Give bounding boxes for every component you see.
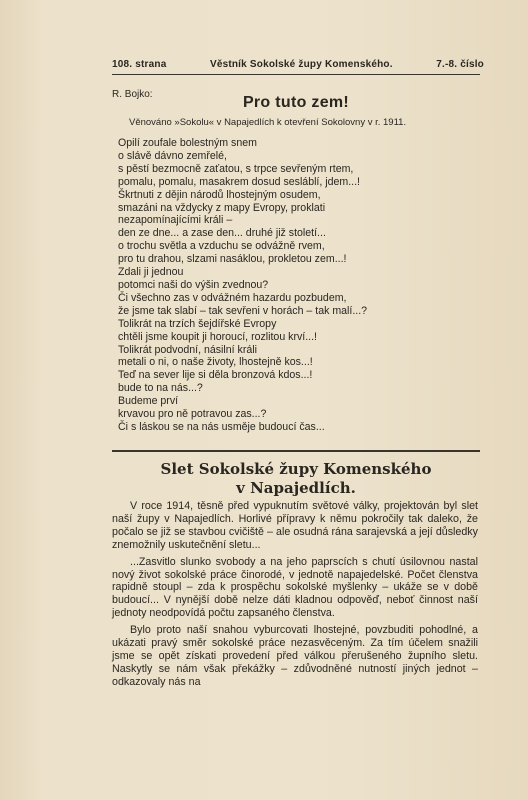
article-subtitle: v Napajedlích. (236, 479, 356, 497)
poem-line: bude to na nás...? (118, 382, 203, 395)
poem-line: o slávě dávno zemřelé, (118, 149, 227, 162)
poem-line: Škrtnuti z dějin národů lhostejným osudem, (118, 188, 321, 201)
poem-line: Teď na sever lije si děla bronzová kdos...! (118, 369, 313, 382)
poem-line: Zdali ji jednou (118, 266, 184, 279)
poem-line: metali o ni, o naše životy, lhostejně kos...! (118, 356, 313, 369)
poem-line: Tolikrát na trzích šejdířské Evropy (118, 317, 277, 330)
page-number: 108. strana (112, 59, 167, 70)
poem-line: potomci naši do výšin zvednou? (118, 278, 269, 291)
article-paragraph: Bylo proto naší snahou vyburcovati lhostejné, povzbuditi pohodlné, a ukázati pravý směr sokolské práce nezasvěceným. Za tím účelem snažili jsme se opět získati provedení před válkou přerušeného župního sletu. Naskytly se nám však překážky – zdůvodněné nutností jiných jednot – odkazovaly nás na (112, 624, 478, 688)
poem-line: chtěli jsme koupit ji horoucí, rozlitou krví...! (118, 330, 318, 343)
issue-number: 7.-8. číslo (436, 59, 484, 70)
poem-line: pomalu, pomalu, masakrem dosud sesláblí, jdem...! (118, 175, 361, 188)
poem-line: o trochu světla a vzduchu se odvážně rvem, (118, 240, 325, 253)
article-paragraph: ...Zasvitlo slunko svobody a na jeho paprscích s chutí úsilovnou nastal nový život sokolské práce činorodé, v jednotě napajedelské. Počet členstva rapidně stoupl – zda k prospěchu sokolské myšlenky – ukáže se v době budoucí... V nynější době nelze dáti kladnou odpověď, neboť činnost naší jednoty neodpovídá počtu zapsaného členstva. (112, 555, 478, 620)
poem-body (118, 137, 488, 434)
article-paragraph: V roce 1914, těsně před vypuknutím světové války, projektován byl slet naší župy v Napajedlích. Horlivé přípravy k němu pokročily tak daleko, že počalo se již se stavbou cvičiště – ale osudná rána sarajevská a její důsledky znemožnily uskutečnění sletu... (112, 500, 478, 551)
running-header (112, 59, 484, 70)
poem-line: den ze dne... a zase den... druhé již století... (118, 227, 326, 240)
poem-line: pro tu drahou, slzami nasáklou, prokletou zem...! (118, 253, 347, 266)
poem-line: Budeme prví (118, 395, 179, 408)
poem-line: smazáni na vždycky z mapy Evropy, proklati (118, 201, 326, 214)
header-rule (112, 74, 480, 75)
poem-line: Či s láskou se na nás usměje budoucí čas... (118, 420, 325, 433)
article-body (112, 500, 478, 693)
poem-title: Pro tuto zem! (242, 94, 350, 111)
poem-line: Opilí zoufale bolestným snem (118, 137, 257, 149)
poem-line: že jsme tak slabí – tak sevřeni v horách – tak malí...? (118, 304, 368, 317)
poem-line: s pěstí bezmocně zaťatou, s trpce sevřeným rtem, (118, 162, 354, 175)
poem-author: R. Bojko: (112, 89, 153, 100)
section-divider (112, 450, 480, 452)
poem-line: nezapomínajícími králi – (118, 214, 233, 227)
poem-line: Tolikrát podvodní, násilní králi (118, 343, 257, 356)
publication-title: Věstník Sokolské župy Komenského. (209, 59, 393, 70)
poem-dedication: Věnováno »Sokolu« v Napajedlích k otevření Sokolovny v r. 1911. (129, 117, 407, 128)
article-title: Slet Sokolské župy Komenského (160, 460, 432, 478)
poem-line: Či všechno zas v odvážném hazardu pozbudem, (118, 291, 347, 304)
poem-line: krvavou pro ně potravou zas...? (118, 408, 267, 421)
